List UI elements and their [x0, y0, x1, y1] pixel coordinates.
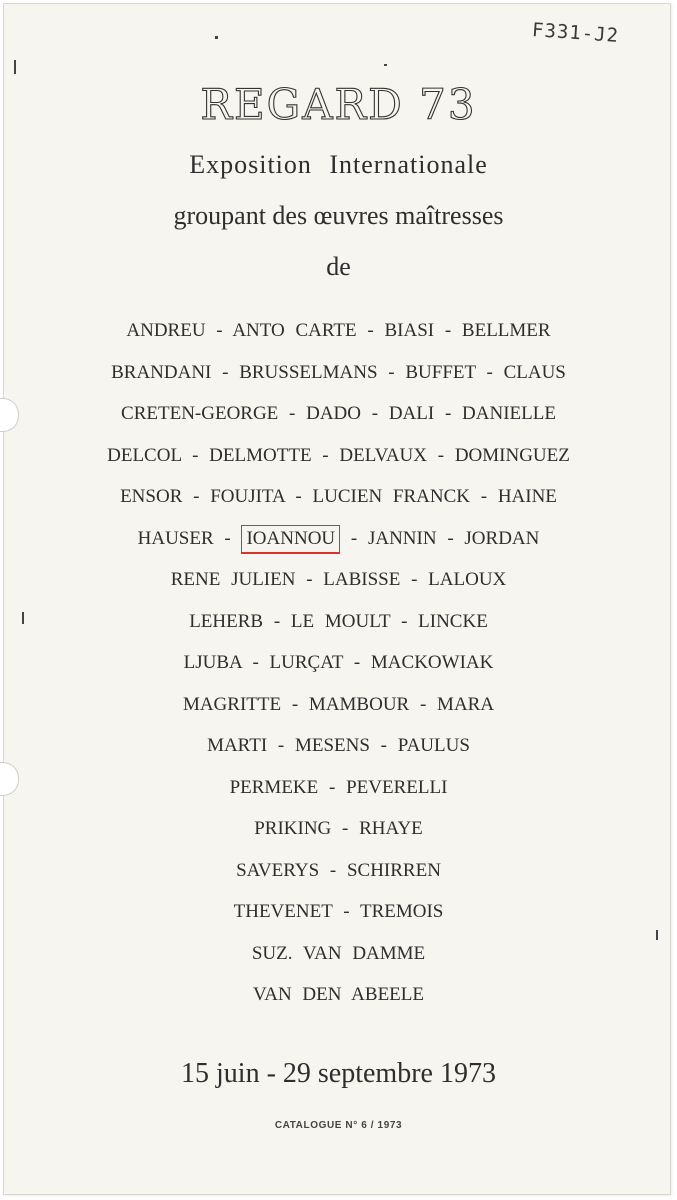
- artist-line: SUZ. VAN DAMME: [251, 942, 426, 964]
- page-title: REGARD 73: [200, 80, 477, 129]
- subtitle-line-1: Exposition Internationale: [189, 150, 488, 179]
- artist-line-prefix: HAUSER -: [137, 527, 242, 549]
- artist-line: VAN DEN ABEELE: [252, 984, 425, 1005]
- exhibition-dates: 15 juin - 29 septembre 1973: [181, 1058, 496, 1089]
- artist-line: BRANDANI - BRUSSELMANS - BUFFET - CLAUS: [111, 361, 566, 383]
- ink-speck: [384, 64, 387, 66]
- artist-line: RENE JULIEN - LABISSE - LALOUX: [170, 569, 507, 590]
- artist-line: ANDREU - ANTO CARTE - BIASI - BELLMER: [126, 320, 551, 341]
- artist-line: PERMEKE - PEVERELLI: [229, 776, 448, 798]
- artist-line: DELCOL - DELMOTTE - DELVAUX - DOMINGUEZ: [107, 444, 570, 466]
- artist-line: PRIKING - RHAYE: [254, 818, 423, 839]
- artist-line: LEHERB - LE MOULT - LINCKE: [189, 610, 488, 632]
- artist-line: THEVENET - TREMOIS: [233, 901, 444, 922]
- ink-speck: [215, 36, 218, 39]
- subtitle-line-3: de: [326, 252, 351, 281]
- artist-line-suffix: - JANNIN - JORDAN: [340, 527, 540, 549]
- subtitle-line-2: groupant des œuvres maîtresses: [173, 201, 504, 230]
- artist-list: [0, 316, 677, 1022]
- artist-line: MAGRITTE - MAMBOUR - MARA: [182, 693, 495, 715]
- artist-line: CRETEN-GEORGE - DADO - DALI - DANIELLE: [121, 403, 556, 424]
- archive-reference-mark: F331-J2: [531, 18, 620, 48]
- artist-line: SAVERYS - SCHIRREN: [236, 859, 441, 881]
- artist-line: [0, 524, 677, 566]
- artist-line: LJUBA - LURÇAT - MACKOWIAK: [183, 652, 494, 673]
- catalogue-number: CATALOGUE N° 6 / 1973: [274, 1120, 403, 1131]
- ink-speck: [14, 60, 16, 74]
- artist-line: MARTI - MESENS - PAULUS: [207, 735, 470, 756]
- artist-line: ENSOR - FOUJITA - LUCIEN FRANCK - HAINE: [120, 486, 557, 507]
- highlighted-artist-name: IOANNOU: [241, 525, 340, 554]
